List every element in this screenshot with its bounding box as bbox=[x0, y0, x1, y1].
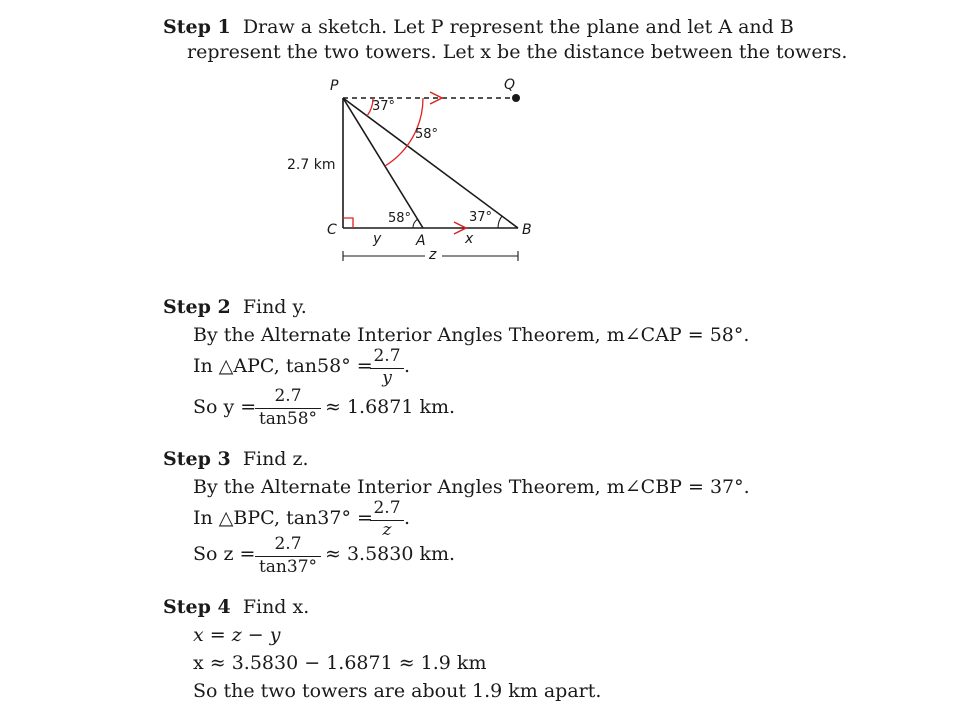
step2-line3-num: 2.7 bbox=[274, 386, 302, 406]
step3-heading bbox=[163, 448, 309, 470]
step3-line2-suffix: . bbox=[404, 507, 411, 529]
point-q-dot bbox=[512, 94, 520, 102]
step4-line2: x ≈ 3.5830 − 1.6871 ≈ 1.9 km bbox=[193, 652, 487, 674]
step3-line1: By the Alternate Interior Angles Theorem, m∠CBP = 37°. bbox=[193, 476, 750, 498]
label-angle-a-58: 58° bbox=[388, 211, 412, 226]
right-angle-mark bbox=[343, 218, 353, 228]
step2-line3-den: tan58° bbox=[258, 409, 318, 429]
step2-line2-den: y bbox=[382, 368, 392, 388]
label-angle-top-58: 58° bbox=[415, 127, 439, 142]
label-point-p: P bbox=[330, 78, 339, 94]
step2-line3-suffix: ≈ 1.6871 km. bbox=[325, 396, 456, 418]
label-angle-b-37: 37° bbox=[469, 210, 493, 225]
line-pa bbox=[343, 98, 423, 228]
label-angle-top-37: 37° bbox=[372, 99, 396, 114]
step3-line3-num: 2.7 bbox=[274, 534, 302, 554]
arc-37-b bbox=[498, 216, 502, 228]
step2-line1: By the Alternate Interior Angles Theorem, m∠CAP = 58°. bbox=[193, 324, 750, 346]
step3-label: Step 3 bbox=[163, 448, 231, 470]
step3-line3-prefix: So z = bbox=[193, 543, 256, 565]
step3-line2-den: z bbox=[382, 520, 392, 540]
step2-label: Step 2 bbox=[163, 296, 231, 318]
label-point-c: C bbox=[327, 222, 337, 238]
step2-line3-prefix: So y = bbox=[193, 396, 257, 418]
step4-line3: So the two towers are about 1.9 km apart. bbox=[193, 680, 602, 702]
step4-line1: x = z − y bbox=[193, 624, 281, 646]
step2-line2-suffix: . bbox=[404, 355, 411, 377]
step4-label: Step 4 bbox=[163, 596, 231, 618]
step2-title: Find y. bbox=[242, 296, 307, 318]
arc-58-a bbox=[413, 219, 418, 228]
line-pb bbox=[343, 98, 518, 228]
step2-heading bbox=[163, 296, 307, 318]
step3-line2-num: 2.7 bbox=[373, 498, 401, 518]
triangle-diagram bbox=[270, 74, 560, 274]
label-point-b: B bbox=[522, 222, 532, 238]
label-seg-y: y bbox=[373, 231, 382, 247]
step2-line2-num: 2.7 bbox=[373, 346, 401, 366]
step3-line3-suffix: ≈ 3.5830 km. bbox=[325, 543, 456, 565]
step4-title: Find x. bbox=[242, 596, 310, 618]
step2-line2-prefix: In △APC, tan58° = bbox=[193, 355, 373, 377]
label-height: 2.7 km bbox=[287, 157, 336, 173]
step1-text-line2: represent the two towers. Let x be the distance between the towers. bbox=[187, 41, 848, 63]
step1-line1 bbox=[163, 16, 794, 38]
label-seg-z: z bbox=[429, 247, 437, 263]
label-seg-x: x bbox=[465, 231, 474, 247]
label-point-a: A bbox=[416, 233, 426, 249]
step3-title: Find z. bbox=[242, 448, 309, 470]
step1-label: Step 1 bbox=[163, 16, 231, 38]
label-point-q: Q bbox=[504, 77, 516, 93]
step3-line3-den: tan37° bbox=[258, 557, 318, 577]
step4-heading bbox=[163, 596, 309, 618]
step3-line2-prefix: In △BPC, tan37° = bbox=[193, 507, 373, 529]
step1-text-line1: Draw a sketch. Let P represent the plane and let A and B bbox=[242, 16, 794, 38]
diagram-svg bbox=[270, 74, 560, 274]
